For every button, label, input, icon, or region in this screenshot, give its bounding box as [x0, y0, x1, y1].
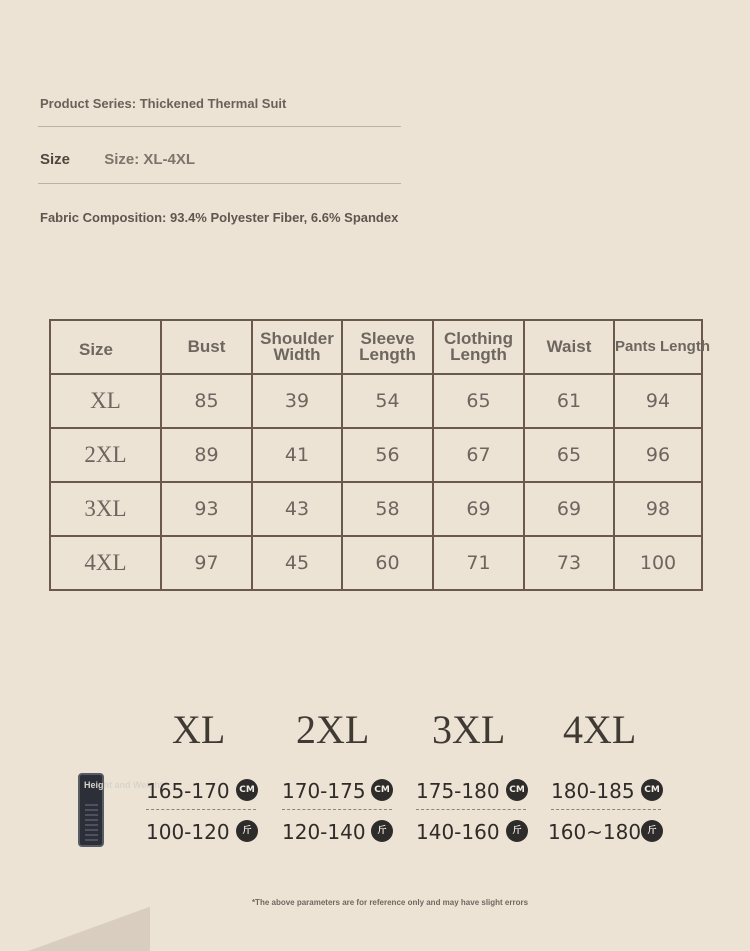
table-row: [50, 428, 702, 482]
weight-unit-icon: 斤: [506, 820, 528, 842]
cm-unit-icon: CM: [506, 779, 528, 801]
cm-unit-icon: CM: [236, 779, 258, 801]
size-chart-table: [49, 319, 711, 591]
table-row: [50, 536, 702, 590]
cell: 45: [252, 536, 342, 590]
height-range: 175-180: [416, 779, 500, 803]
decorative-corner: [0, 906, 150, 951]
divider: [38, 126, 401, 127]
weight-unit-icon: 斤: [641, 820, 663, 842]
weight-unit-icon: 斤: [371, 820, 393, 842]
cell: 97: [161, 536, 252, 590]
divider: [38, 183, 401, 184]
cell: 58: [342, 482, 433, 536]
guide-size: 3XL: [432, 707, 506, 752]
cell: 73: [524, 536, 614, 590]
header-waist: Waist: [524, 320, 614, 374]
size-line: [40, 151, 195, 168]
header-shoulder-width: Shoulder Width: [252, 320, 342, 374]
disclaimer-footnote: *The above parameters are for reference only and may have slight errors: [251, 898, 529, 907]
divider: [146, 809, 256, 810]
table-row: [50, 482, 702, 536]
divider: [416, 809, 526, 810]
height-weight-icon: [78, 773, 163, 847]
header-bust: Bust: [161, 320, 252, 374]
weight-range: 140-160: [416, 820, 500, 844]
cell: 93: [161, 482, 252, 536]
cell: 65: [524, 428, 614, 482]
cell: 60: [342, 536, 433, 590]
guide-size: XL: [172, 707, 226, 752]
height-weight-label: Height and Weight: [84, 780, 163, 790]
header-size: Size: [50, 320, 161, 374]
weight-range: 120-140: [282, 820, 366, 844]
height-range: 165-170: [146, 779, 230, 803]
cell: 43: [252, 482, 342, 536]
size-key: Size: [40, 151, 71, 168]
weight-range: 100-120: [146, 820, 230, 844]
cell-size: 4XL: [50, 536, 161, 590]
cell: 69: [433, 482, 524, 536]
cell: 56: [342, 428, 433, 482]
cell: 39: [252, 374, 342, 428]
cell: 67: [433, 428, 524, 482]
divider: [551, 809, 661, 810]
weight-unit-icon: 斤: [236, 820, 258, 842]
cell: 100: [614, 536, 702, 590]
cell: 41: [252, 428, 342, 482]
cell: 65: [433, 374, 524, 428]
fabric-composition: Fabric Composition: 93.4% Polyester Fiber, 6.6% Spandex: [40, 210, 399, 225]
table-header-row: [50, 320, 702, 374]
divider: [282, 809, 392, 810]
guide-size: 2XL: [296, 707, 370, 752]
size-guide-headings: [0, 706, 750, 756]
cell-size: 2XL: [50, 428, 161, 482]
cell: 96: [614, 428, 702, 482]
cell: 54: [342, 374, 433, 428]
cell: 94: [614, 374, 702, 428]
height-range: 170-175: [282, 779, 366, 803]
cell: 61: [524, 374, 614, 428]
weight-range: 160~180: [548, 820, 642, 844]
cell: 71: [433, 536, 524, 590]
cell: 89: [161, 428, 252, 482]
table-row: [50, 374, 702, 428]
cm-unit-icon: CM: [371, 779, 393, 801]
header-sleeve-length: Sleeve Length: [342, 320, 433, 374]
header-clothing-length: Clothing Length: [433, 320, 524, 374]
cell-size: XL: [50, 374, 161, 428]
guide-size: 4XL: [563, 707, 637, 752]
measure-scale-icon: [85, 803, 98, 841]
cell: 69: [524, 482, 614, 536]
product-series: Product Series: Thickened Thermal Suit: [40, 96, 287, 111]
header-pants-length: Pants Length: [614, 320, 702, 374]
height-range: 180-185: [551, 779, 635, 803]
size-value: Size: XL-4XL: [104, 151, 196, 168]
cell-size: 3XL: [50, 482, 161, 536]
cm-unit-icon: CM: [641, 779, 663, 801]
cell: 85: [161, 374, 252, 428]
cell: 98: [614, 482, 702, 536]
